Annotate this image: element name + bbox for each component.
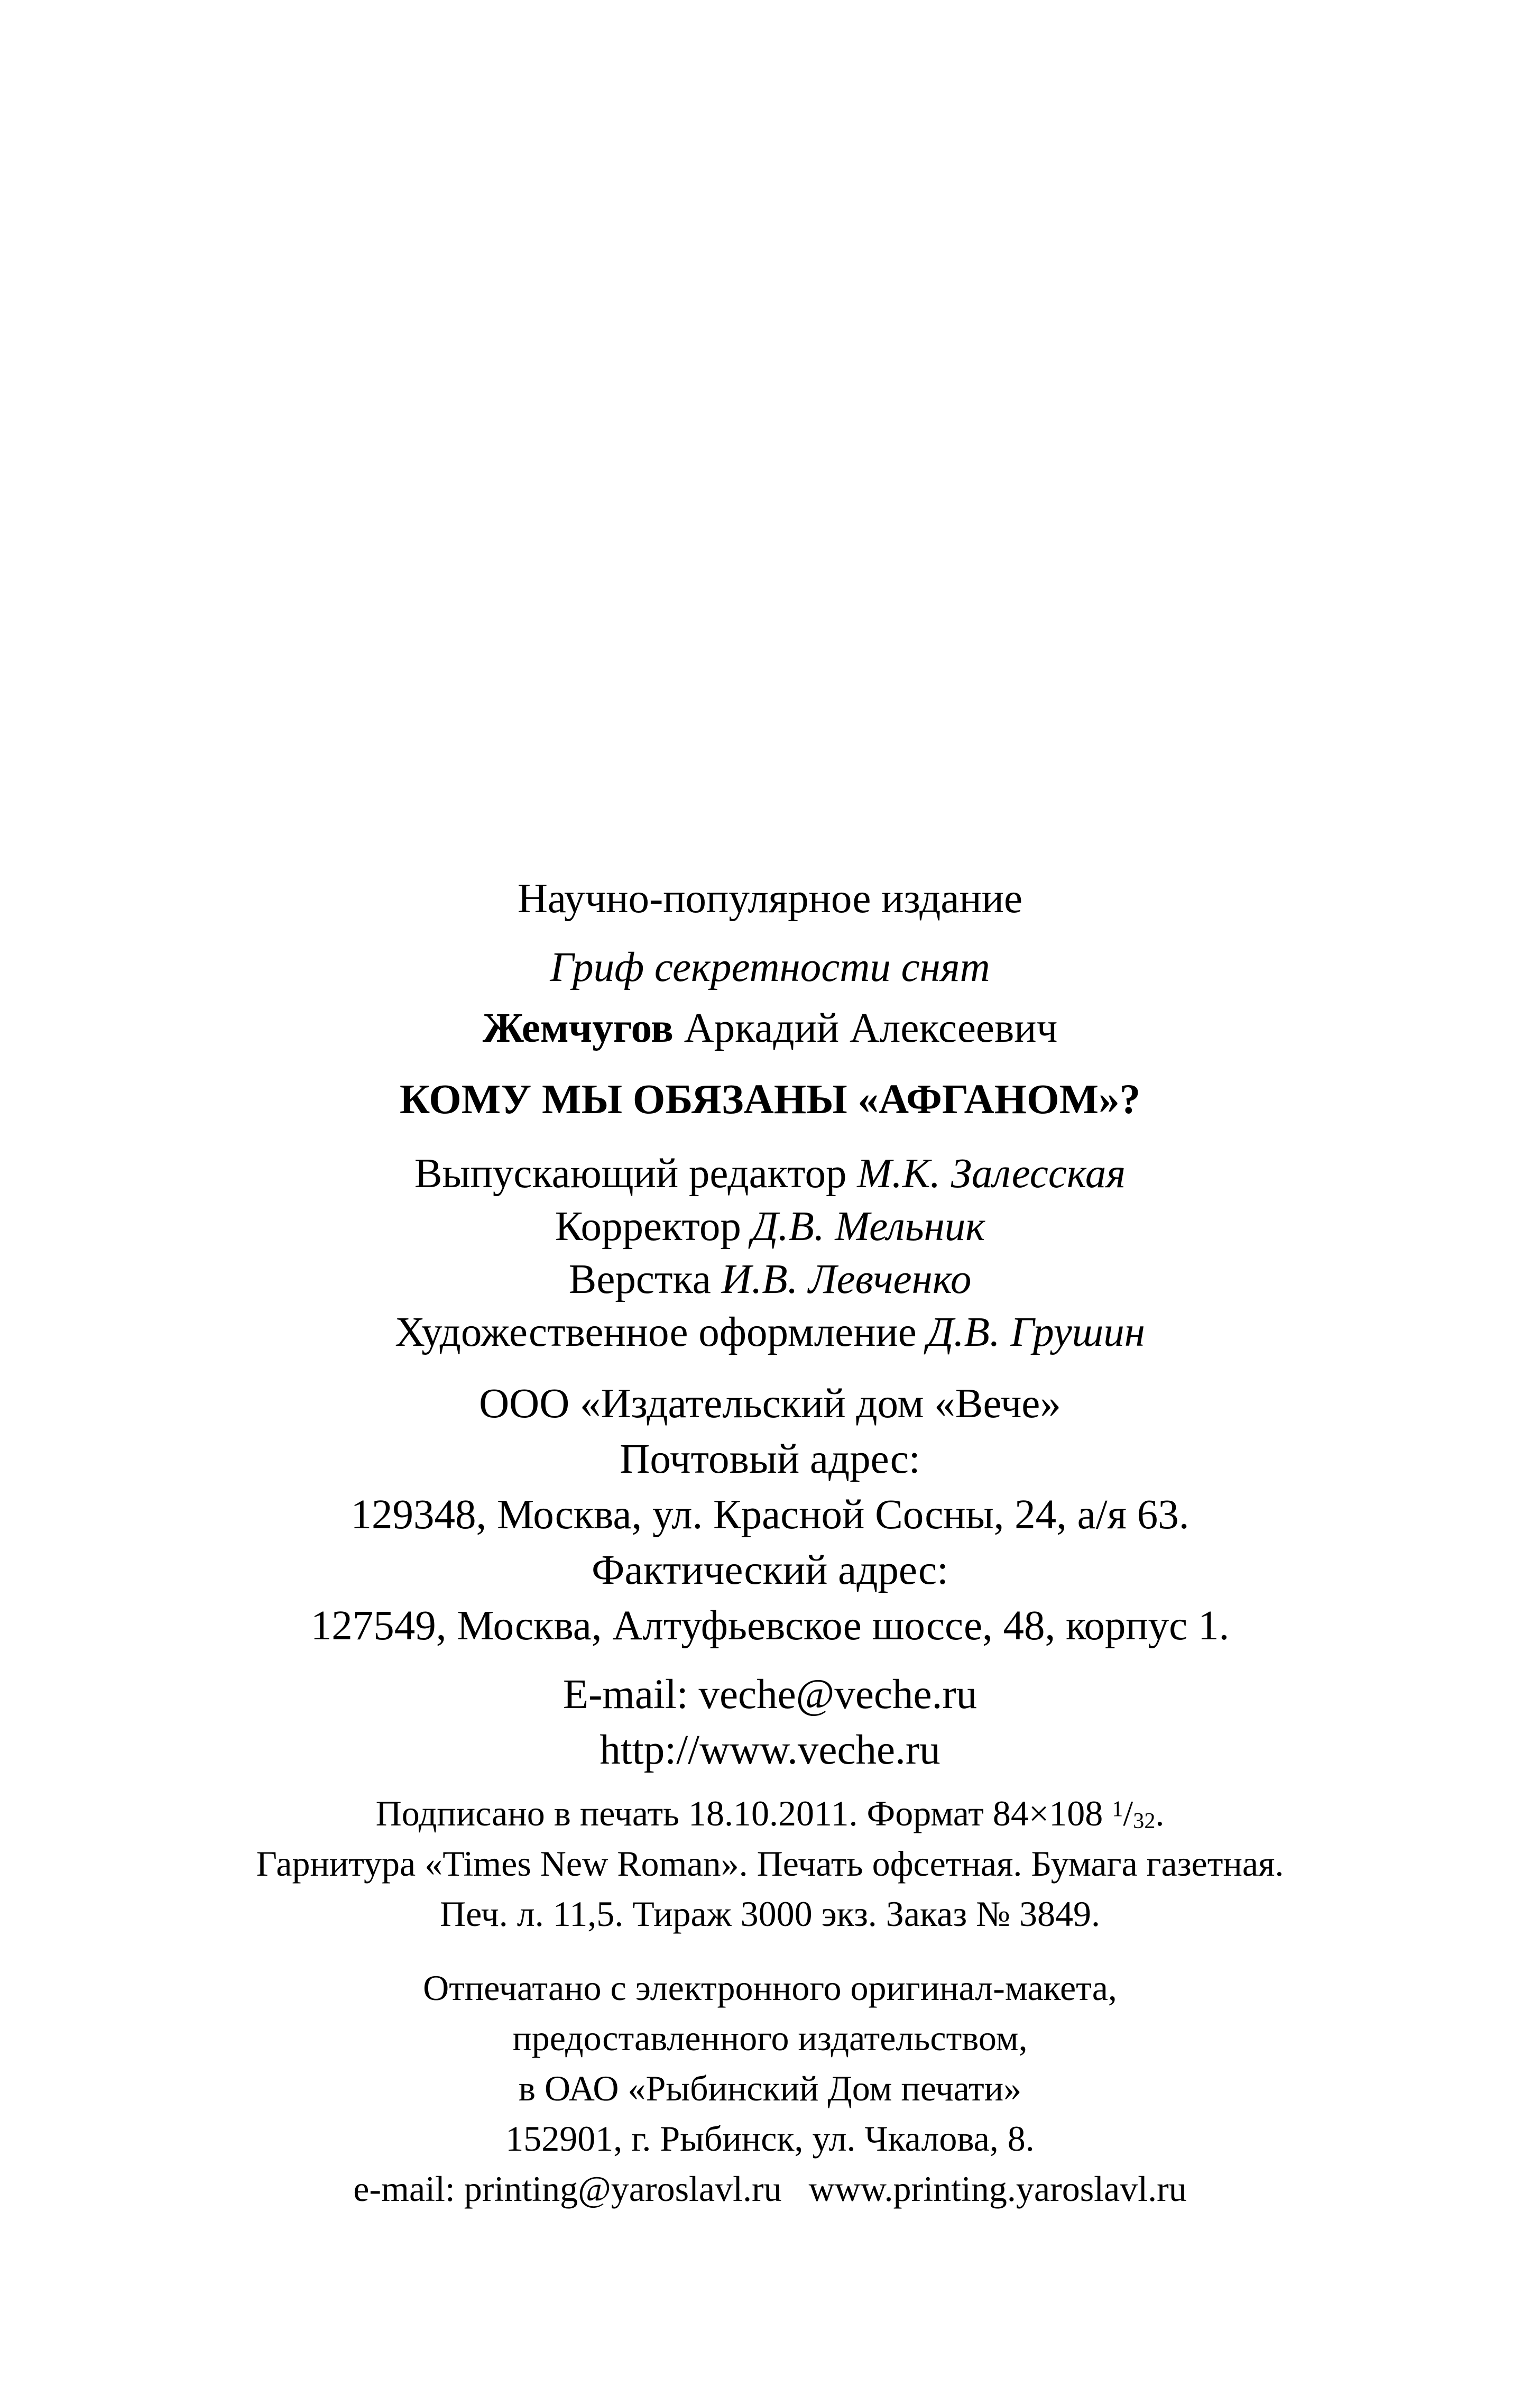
format-slash: /	[1123, 1793, 1133, 1833]
printer-email: e-mail: printing@yaroslavl.ru	[353, 2169, 782, 2209]
credit-line	[0, 1256, 1540, 1302]
credit-line	[0, 1204, 1540, 1250]
format-denominator: 32	[1133, 1809, 1156, 1834]
publisher-website: http://www.veche.ru	[600, 1727, 940, 1773]
credit-name: Д.В. Грушин	[927, 1309, 1145, 1355]
format-end: .	[1155, 1793, 1165, 1833]
credit-line	[0, 1153, 1540, 1195]
format-numerator: 1	[1112, 1796, 1123, 1822]
postal-address: 129348, Москва, ул. Красной Сосны, 24, а/я 63.	[351, 1492, 1189, 1538]
author-line	[0, 1007, 1540, 1049]
credit-name: И.В. Левченко	[721, 1256, 972, 1302]
credit-role: Выпускающий редактор	[414, 1151, 847, 1197]
printer-line: 152901, г. Рыбинск, ул. Чкалова, 8.	[505, 2118, 1035, 2159]
printer-line: в ОАО «Рыбинский Дом печати»	[518, 2068, 1022, 2108]
author-given-names: Аркадий Алексеевич	[684, 1005, 1058, 1051]
credit-name: Д.В. Мельник	[751, 1204, 985, 1250]
credit-role: Корректор	[555, 1204, 741, 1250]
actual-address-label: Фактический адрес:	[592, 1547, 948, 1593]
printer-contacts	[0, 2171, 1540, 2207]
credit-role: Верстка	[568, 1256, 711, 1302]
printer-line: Отпечатано с электронного оригинал-макета,	[423, 1968, 1117, 2008]
edition-type: Научно-популярное издание	[517, 876, 1023, 922]
author-surname: Жемчугов	[482, 1005, 674, 1051]
publisher-email: E-mail: veche@veche.ru	[562, 1672, 978, 1718]
credit-line	[0, 1311, 1540, 1353]
signed-to-print-line	[0, 1795, 1540, 1832]
printer-website: www.printing.yaroslavl.ru	[808, 2169, 1187, 2209]
book-title: КОМУ МЫ ОБЯЗАНЫ «АФГАНОМ»?	[399, 1077, 1141, 1123]
signed-prefix: Подписано в печать 18.10.2011. Формат 84×108	[375, 1793, 1112, 1833]
credit-role: Художественное оформление	[395, 1309, 917, 1355]
printer-line: предоставленного издательством,	[512, 2018, 1028, 2058]
series-name: Гриф секретности снят	[550, 944, 990, 990]
publisher-name: ООО «Издательский дом «Вече»	[479, 1381, 1061, 1427]
postal-address-label: Почтовый адрес:	[620, 1436, 920, 1482]
typeface-line: Гарнитура «Times New Roman». Печать офсетная. Бумага газетная.	[256, 1843, 1284, 1884]
actual-address: 127549, Москва, Алтуфьевское шоссе, 48, корпус 1.	[310, 1603, 1230, 1649]
credit-name: М.К. Залесская	[857, 1151, 1126, 1197]
volume-line: Печ. л. 11,5. Тираж 3000 экз. Заказ № 3849.	[440, 1894, 1100, 1934]
